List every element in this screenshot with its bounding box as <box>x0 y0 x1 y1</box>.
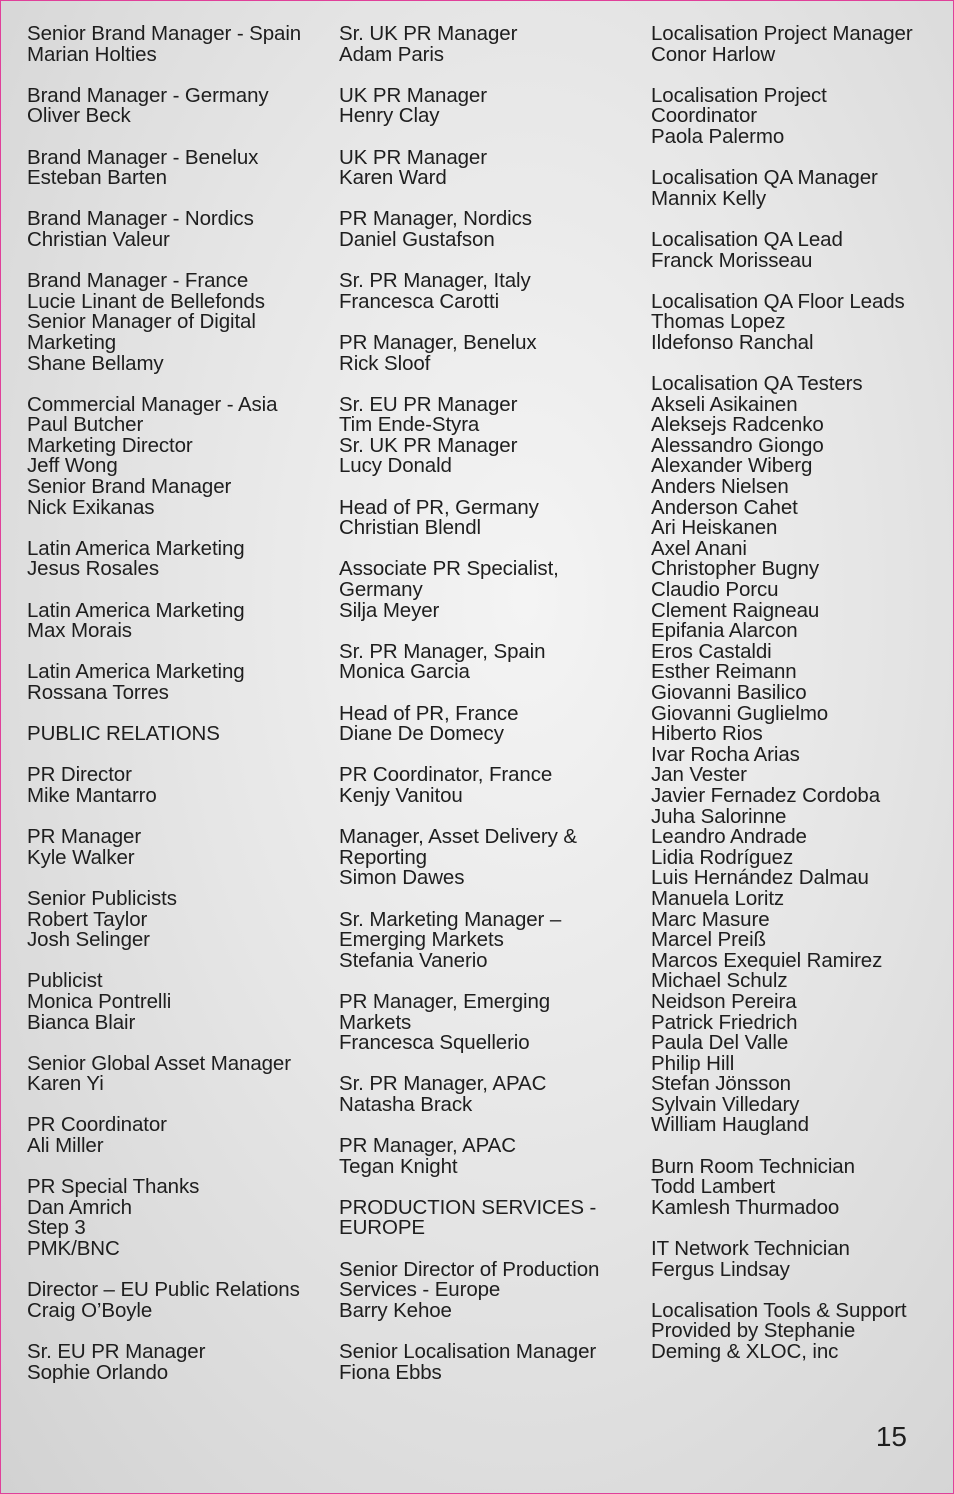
credit-line: Christian Blendl <box>339 516 481 540</box>
credit-line: Axel Anani <box>651 536 747 560</box>
credit-role: Sr. Marketing Manager – <box>339 907 562 931</box>
credit-role: Senior Localisation Manager <box>339 1340 597 1363</box>
credit-line: Marcel Preiß <box>651 928 766 952</box>
credit-role: PUBLIC RELATIONS <box>27 722 220 746</box>
credit-line: Karen Yi <box>27 1072 104 1096</box>
credit-line: Tegan Knight <box>339 1154 458 1178</box>
credit-line: Natasha Brack <box>339 1092 473 1116</box>
credit-line: Ali Miller <box>27 1134 104 1158</box>
credit-line: Tim Ende-Styra <box>339 413 480 437</box>
credit-line: Karen Ward <box>339 166 447 190</box>
credit-role: Senior Global Asset Manager <box>27 1051 291 1075</box>
credit-line: Coordinator <box>651 104 758 128</box>
credit-line: Oliver Beck <box>27 104 131 128</box>
credits-column-1 <box>27 24 327 1404</box>
credit-role: Senior Publicists <box>27 886 177 910</box>
credit-role: PR Manager, Benelux <box>339 330 537 354</box>
credit-role: Commercial Manager - Asia <box>27 392 278 416</box>
credit-line: Stefan Jönsson <box>651 1072 791 1096</box>
credit-role: Manager, Asset Delivery & <box>339 825 577 849</box>
credit-block <box>27 145 327 190</box>
credit-block <box>339 1074 639 1115</box>
credit-line: Shane Bellamy <box>27 351 164 375</box>
credit-role: Senior Director of Production <box>339 1257 600 1281</box>
credit-block <box>339 209 639 250</box>
credit-line: Neidson Pereira <box>651 989 797 1013</box>
credit-block <box>27 1177 327 1259</box>
credit-line: Leandro Andrade <box>651 825 807 849</box>
credit-line: Paul Butcher <box>27 413 144 437</box>
credit-role: Sr. PR Manager, Spain <box>339 639 546 663</box>
credit-line: Daniel Gustafson <box>339 227 495 251</box>
credit-line: Akseli Asikainen <box>651 392 798 416</box>
credit-block <box>339 559 639 621</box>
credit-line: EUROPE <box>339 1216 425 1240</box>
credit-block <box>27 1280 327 1321</box>
credit-line: Robert Taylor <box>27 907 148 931</box>
credit-line: Monica Pontrelli <box>27 989 172 1013</box>
credit-role: Sr. EU PR Manager <box>27 1340 206 1363</box>
credit-role: Localisation QA Testers <box>651 372 863 396</box>
credit-line: Marketing <box>27 330 117 354</box>
credit-role: PR Manager <box>27 825 142 849</box>
credit-block <box>651 289 941 354</box>
credit-line: Nick Exikanas <box>27 495 155 519</box>
credit-block <box>339 639 639 684</box>
credit-role: PR Manager, APAC <box>339 1134 516 1158</box>
credit-line: Paola Palermo <box>651 124 785 148</box>
credit-line: Germany <box>339 578 423 602</box>
credit-line: Josh Selinger <box>27 928 150 952</box>
credit-block <box>27 827 327 868</box>
credit-line: Christian Valeur <box>27 227 170 251</box>
credit-block <box>27 24 327 65</box>
credit-line: Jeff Wong <box>27 454 118 478</box>
credits-column-3 <box>651 24 941 1383</box>
credit-block <box>27 83 327 128</box>
credit-line: Rick Sloof <box>339 351 431 375</box>
credit-block <box>339 1136 639 1177</box>
credit-line: Max Morais <box>27 619 132 643</box>
credit-line: Markets <box>339 1010 412 1034</box>
credit-line: Services - Europe <box>339 1278 501 1302</box>
credit-line: Bianca Blair <box>27 1010 136 1034</box>
credit-role: PR Director <box>27 763 132 787</box>
credit-line: Luis Hernández Dalmau <box>651 866 869 890</box>
credit-role: Brand Manager - Germany <box>27 83 269 107</box>
credit-role: IT Network Technician <box>651 1237 850 1261</box>
credit-block <box>27 971 327 1033</box>
credit-line: Lidia Rodríguez <box>651 845 794 869</box>
credit-line: Ildefonso Ranchal <box>651 330 814 354</box>
credit-block <box>339 330 639 375</box>
credit-line: Simon Dawes <box>339 866 465 890</box>
credit-line: Javier Fernadez Cordoba <box>651 783 881 807</box>
credit-line: Emerging Markets <box>339 928 504 952</box>
credit-block <box>339 1257 639 1322</box>
credit-block <box>339 1342 639 1383</box>
credit-role: Brand Manager - Benelux <box>27 145 259 169</box>
credit-block <box>27 1115 327 1156</box>
credit-line: Step 3 <box>27 1216 86 1240</box>
credit-role: Director – EU Public Relations <box>27 1278 300 1302</box>
credit-line: Francesca Squellerio <box>339 1031 530 1055</box>
credit-block <box>27 598 327 643</box>
credit-role: Publicist <box>27 969 103 993</box>
credit-block <box>339 765 639 806</box>
credit-block <box>27 392 327 519</box>
credit-line: Manuela Loritz <box>651 886 785 910</box>
credit-role: PRODUCTION SERVICES - <box>339 1195 597 1219</box>
credit-line: Jesus Rosales <box>27 557 160 581</box>
credit-role: Brand Manager - Nordics <box>27 207 254 231</box>
credit-role: Sr. UK PR Manager <box>339 22 518 45</box>
credit-line: Craig O’Boyle <box>27 1298 153 1322</box>
credit-line: Francesca Carotti <box>339 289 500 313</box>
credit-role: Head of PR, Germany <box>339 495 539 519</box>
credit-line: Diane De Domecy <box>339 722 504 746</box>
credit-line: Clement Raigneau <box>651 598 820 622</box>
credit-line: Paula Del Valle <box>651 1031 789 1055</box>
credit-role: Localisation QA Floor Leads <box>651 289 905 313</box>
credit-block <box>27 271 327 374</box>
credit-line: Sophie Orlando <box>27 1360 169 1384</box>
credit-role: PR Coordinator <box>27 1113 167 1137</box>
credit-line: Monica Garcia <box>339 660 470 684</box>
credit-block <box>27 886 327 952</box>
credit-role: Localisation Project <box>651 83 827 107</box>
credit-line: Dan Amrich <box>27 1195 132 1219</box>
credit-line: Jan Vester <box>651 763 747 787</box>
credit-line: Giovanni Basilico <box>651 681 807 704</box>
credit-block <box>651 83 941 148</box>
credit-role: Brand Manager - France <box>27 269 249 293</box>
credit-role: Sr. PR Manager, Italy <box>339 269 531 293</box>
credit-line: Anderson Cahet <box>651 495 798 519</box>
page-number: 15 <box>875 1421 907 1452</box>
credit-role: Head of PR, France <box>339 701 519 725</box>
credit-role: PR Manager, Nordics <box>339 207 532 231</box>
credit-line: Christopher Bugny <box>651 557 820 581</box>
credit-block <box>339 701 639 746</box>
credit-line: Hiberto Rios <box>651 722 763 746</box>
credit-block <box>651 1298 941 1363</box>
credit-block <box>339 24 639 65</box>
credit-role: Sr. EU PR Manager <box>339 392 518 416</box>
credit-line: Senior Brand Manager <box>27 475 232 499</box>
credit-block <box>339 83 639 128</box>
credit-block <box>339 1195 639 1240</box>
credit-line: Alexander Wiberg <box>651 454 813 478</box>
credit-line: Michael Schulz <box>651 969 788 993</box>
credit-block <box>651 374 941 1136</box>
credit-line: Rossana Torres <box>27 681 169 704</box>
credit-role: UK PR Manager <box>339 83 487 107</box>
credit-line: Adam Paris <box>339 42 444 66</box>
credit-line: Deming & XLOC, inc <box>651 1340 839 1363</box>
credit-role: Senior Brand Manager - Spain <box>27 22 302 45</box>
credit-role: Sr. PR Manager, APAC <box>339 1072 547 1096</box>
credit-line: Fiona Ebbs <box>339 1360 442 1384</box>
credit-role: Localisation QA Lead <box>651 227 843 251</box>
credit-line: Fergus Lindsay <box>651 1257 790 1281</box>
credit-role: PR Coordinator, France <box>339 763 553 787</box>
credit-line: Lucy Donald <box>339 454 452 478</box>
credit-line: Provided by Stephanie <box>651 1319 856 1343</box>
credit-line: Marketing Director <box>27 433 193 457</box>
credit-block <box>27 209 327 250</box>
credit-block <box>339 907 639 972</box>
credit-line: Conor Harlow <box>651 42 776 66</box>
credit-line: Ari Heiskanen <box>651 516 778 540</box>
credit-block <box>651 1154 941 1219</box>
credit-line: Sylvain Villedary <box>651 1092 800 1116</box>
credit-line: Thomas Lopez <box>651 310 786 334</box>
credit-line: Epifania Alarcon <box>651 619 798 643</box>
credit-block <box>651 1239 941 1280</box>
credit-line: Claudio Porcu <box>651 578 779 602</box>
credit-role: PR Manager, Emerging <box>339 989 551 1013</box>
credit-role: Localisation QA Manager <box>651 166 878 190</box>
credit-line: Mannix Kelly <box>651 186 767 210</box>
credit-line: Kenjy Vanitou <box>339 783 463 807</box>
credit-line: Kyle Walker <box>27 845 135 869</box>
credit-role: Burn Room Technician <box>651 1154 855 1178</box>
credit-block <box>339 145 639 190</box>
credits-column-2 <box>339 24 639 1404</box>
credit-line: Alessandro Giongo <box>651 433 824 457</box>
credit-role: Associate PR Specialist, <box>339 557 559 581</box>
credit-role: UK PR Manager <box>339 145 487 169</box>
credit-line: Stefania Vanerio <box>339 948 488 972</box>
credit-line: William Haugland <box>651 1113 809 1137</box>
credit-line: Patrick Friedrich <box>651 1010 798 1034</box>
credit-line: Silja Meyer <box>339 598 440 622</box>
credit-line: Mike Mantarro <box>27 783 157 807</box>
credit-line: Eros Castaldi <box>651 639 772 663</box>
credit-line: Marcos Exequiel Ramirez <box>651 948 883 972</box>
credit-role: Localisation Project Manager <box>651 22 913 45</box>
credit-line: Lucie Linant de Bellefonds <box>27 289 265 313</box>
credit-line: Anders Nielsen <box>651 475 789 499</box>
credit-block <box>27 765 327 806</box>
credit-block <box>27 536 327 581</box>
credit-block <box>27 662 327 703</box>
credit-block <box>339 827 639 889</box>
credit-line: Senior Manager of Digital <box>27 310 256 334</box>
credit-line: Todd Lambert <box>651 1175 776 1199</box>
credit-block <box>651 168 941 209</box>
credit-role: PR Special Thanks <box>27 1175 200 1199</box>
credit-line: Philip Hill <box>651 1051 735 1075</box>
credit-role: Localisation Tools & Support <box>651 1298 907 1322</box>
credit-line: Esther Reimann <box>651 660 797 684</box>
credit-role: Latin America Marketing <box>27 660 245 684</box>
credit-line: Ivar Rocha Arias <box>651 742 800 766</box>
credit-block <box>651 24 941 65</box>
credit-line: Juha Salorinne <box>651 804 787 828</box>
credit-line: Esteban Barten <box>27 166 167 190</box>
credit-line: Marian Holties <box>27 42 157 66</box>
credit-line: PMK/BNC <box>27 1237 120 1261</box>
credit-block <box>27 1051 327 1096</box>
credit-line: Sr. UK PR Manager <box>339 433 518 457</box>
credit-block <box>27 724 327 745</box>
credit-role: Latin America Marketing <box>27 536 245 560</box>
credit-line: Giovanni Guglielmo <box>651 701 829 725</box>
credit-block <box>651 227 941 272</box>
credit-role: Latin America Marketing <box>27 598 245 622</box>
credit-line: Franck Morisseau <box>651 248 813 272</box>
credit-line: Barry Kehoe <box>339 1298 452 1322</box>
credit-block <box>339 495 639 540</box>
credit-line: Reporting <box>339 845 427 869</box>
credit-block <box>339 989 639 1055</box>
credit-line: Marc Masure <box>651 907 770 931</box>
credit-block <box>339 271 639 312</box>
credit-line: Henry Clay <box>339 104 440 128</box>
credit-block <box>27 1342 327 1383</box>
credit-line: Kamlesh Thurmadoo <box>651 1195 840 1219</box>
credit-line: Aleksejs Radcenko <box>651 413 824 437</box>
credit-block <box>339 392 639 478</box>
